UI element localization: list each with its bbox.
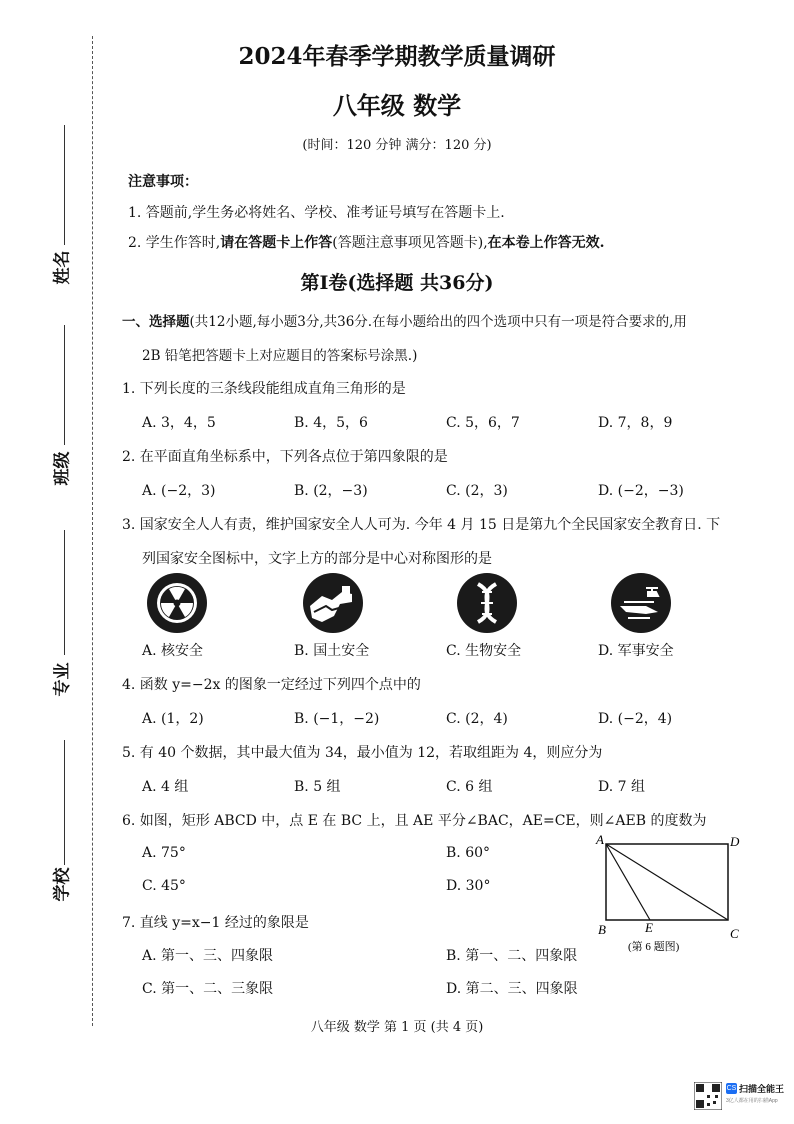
question-1-option-b: B. 4，5，6 bbox=[294, 415, 368, 431]
question-1-option-c: C. 5，6，7 bbox=[446, 415, 520, 431]
question-5-option-b: B. 5 组 bbox=[294, 779, 341, 795]
notice-item-2 bbox=[128, 232, 605, 252]
question-5-stem: 5. 有 40 个数据，其中最大值为 34，最小值为 12，若取组距为 4，则应分为 bbox=[122, 745, 603, 761]
diagonal-ac bbox=[606, 844, 728, 920]
question-1-option-a: A. 3，4，5 bbox=[142, 415, 216, 431]
question-3-stem-line2: 列国家安全图标中，文字上方的部分是中心对称图形的是 bbox=[142, 551, 492, 567]
scanner-watermark bbox=[694, 1080, 786, 1114]
question-6-option-c: C. 45° bbox=[142, 878, 186, 894]
exam-info: (时间：120 分钟 满分：120 分) bbox=[302, 138, 492, 153]
question-3-option-c: C. 生物安全 bbox=[446, 643, 522, 659]
question-6-figure bbox=[590, 832, 750, 956]
qr-code-icon bbox=[694, 1082, 722, 1110]
segment-ae bbox=[606, 844, 650, 920]
section-intro-line2: 2B 铅笔把答题卡上对应题目的答案标号涂黑.) bbox=[142, 348, 418, 364]
question-7-option-c: C. 第一、二、三象限 bbox=[142, 981, 274, 997]
question-7-stem: 7. 直线 y=x−1 经过的象限是 bbox=[122, 915, 309, 931]
page-footer: 八年级 数学 第 1 页 (共 4 页) bbox=[310, 1020, 484, 1035]
notice-heading: 注意事项： bbox=[128, 174, 198, 190]
question-3-stem-line1: 3. 国家安全人人有责，维护国家安全人人可为. 今年 4 月 15 日是第九个全民国家安全教育日. 下 bbox=[122, 517, 721, 533]
point-d-label: D bbox=[730, 834, 740, 849]
exam-subtitle: 八年级 数学 bbox=[332, 91, 462, 120]
question-2-option-b: B. (2，−3) bbox=[294, 483, 368, 499]
section-intro-line1 bbox=[122, 310, 687, 330]
question-3-option-b: B. 国土安全 bbox=[294, 643, 370, 659]
notice-item-2-bold2: 在本卷上作答无效. bbox=[487, 235, 605, 251]
question-6-option-d: D. 30° bbox=[446, 878, 491, 894]
question-3-option-a: A. 核安全 bbox=[142, 643, 204, 659]
question-1-stem: 1. 下列长度的三条线段能组成直角三角形的是 bbox=[122, 381, 406, 397]
school-field-label: 学校 bbox=[52, 867, 73, 902]
notice-item-1: 1. 答题前,学生务必将姓名、学校、准考证号填写在答题卡上. bbox=[128, 205, 505, 221]
territorial-safety-icon bbox=[302, 572, 364, 634]
biosafety-icon bbox=[456, 572, 518, 634]
question-4-option-d: D. (−2，4) bbox=[598, 711, 673, 727]
notice-item-2-bold1: 请在答题卡上作答 bbox=[220, 235, 333, 251]
military-safety-icon bbox=[610, 572, 672, 634]
question-7-option-d: D. 第二、三、四象限 bbox=[446, 981, 578, 997]
question-5-option-c: C. 6 组 bbox=[446, 779, 493, 795]
question-2-stem: 2. 在平面直角坐标系中，下列各点位于第四象限的是 bbox=[122, 449, 448, 465]
exam-title: 2024年春季学期教学质量调研 bbox=[238, 43, 556, 70]
nuclear-safety-icon bbox=[146, 572, 208, 634]
question-5-option-d: D. 7 组 bbox=[598, 779, 645, 795]
watermark-sub: 3亿人都在用的扫描App bbox=[726, 1098, 778, 1104]
question-5-option-a: A. 4 组 bbox=[142, 779, 189, 795]
question-6-stem: 6. 如图，矩形 ABCD 中，点 E 在 BC 上，且 AE 平分∠BAC，AE=CE，则∠AEB 的度数为 bbox=[122, 813, 707, 829]
major-field-label: 专业 bbox=[52, 662, 73, 697]
question-7-option-b: B. 第一、二、四象限 bbox=[446, 948, 578, 964]
section-title: 第Ⅰ卷(选择题 共36分) bbox=[300, 272, 494, 294]
question-4-option-c: C. (2，4) bbox=[446, 711, 508, 727]
section-intro-text: (共12小题,每小题3分,共36分.在每小题给出的四个选项中只有一项是符合要求的,用 bbox=[189, 314, 687, 330]
major-field-line bbox=[64, 530, 65, 655]
binding-dashed-line bbox=[92, 36, 93, 1026]
figure-caption: (第 6 题图) bbox=[628, 941, 680, 953]
class-field-label: 班级 bbox=[52, 451, 73, 486]
question-4-stem: 4. 函数 y=−2x 的图象一定经过下列四个点中的 bbox=[122, 677, 421, 693]
scanner-logo-icon: CS bbox=[726, 1085, 737, 1092]
notice-item-2-mid: (答题注意事项见答题卡), bbox=[332, 235, 488, 251]
section-intro-bold: 一、选择题 bbox=[122, 314, 190, 330]
watermark-brand: 扫描全能王 bbox=[739, 1084, 785, 1094]
school-field-line bbox=[64, 740, 65, 865]
point-c-label: C bbox=[730, 926, 739, 941]
question-6-option-b: B. 60° bbox=[446, 845, 491, 861]
notice-item-2-prefix: 2. 学生作答时, bbox=[128, 235, 221, 251]
question-7-option-a: A. 第一、三、四象限 bbox=[142, 948, 274, 964]
question-3-option-d: D. 军事安全 bbox=[598, 643, 674, 659]
question-2-option-c: C. (2，3) bbox=[446, 483, 508, 499]
name-field-label: 姓名 bbox=[52, 250, 73, 285]
question-6-option-a: A. 75° bbox=[142, 845, 186, 861]
point-b-label: B bbox=[598, 922, 606, 937]
question-4-option-b: B. (−1，−2) bbox=[294, 711, 380, 727]
question-2-option-d: D. (−2，−3) bbox=[598, 483, 684, 499]
question-2-option-a: A. (−2，3) bbox=[142, 483, 216, 499]
question-1-option-d: D. 7，8，9 bbox=[598, 415, 673, 431]
point-e-label: E bbox=[645, 920, 653, 935]
question-4-option-a: A. (1，2) bbox=[142, 711, 204, 727]
point-a-label: A bbox=[596, 832, 604, 847]
class-field-line bbox=[64, 325, 65, 445]
